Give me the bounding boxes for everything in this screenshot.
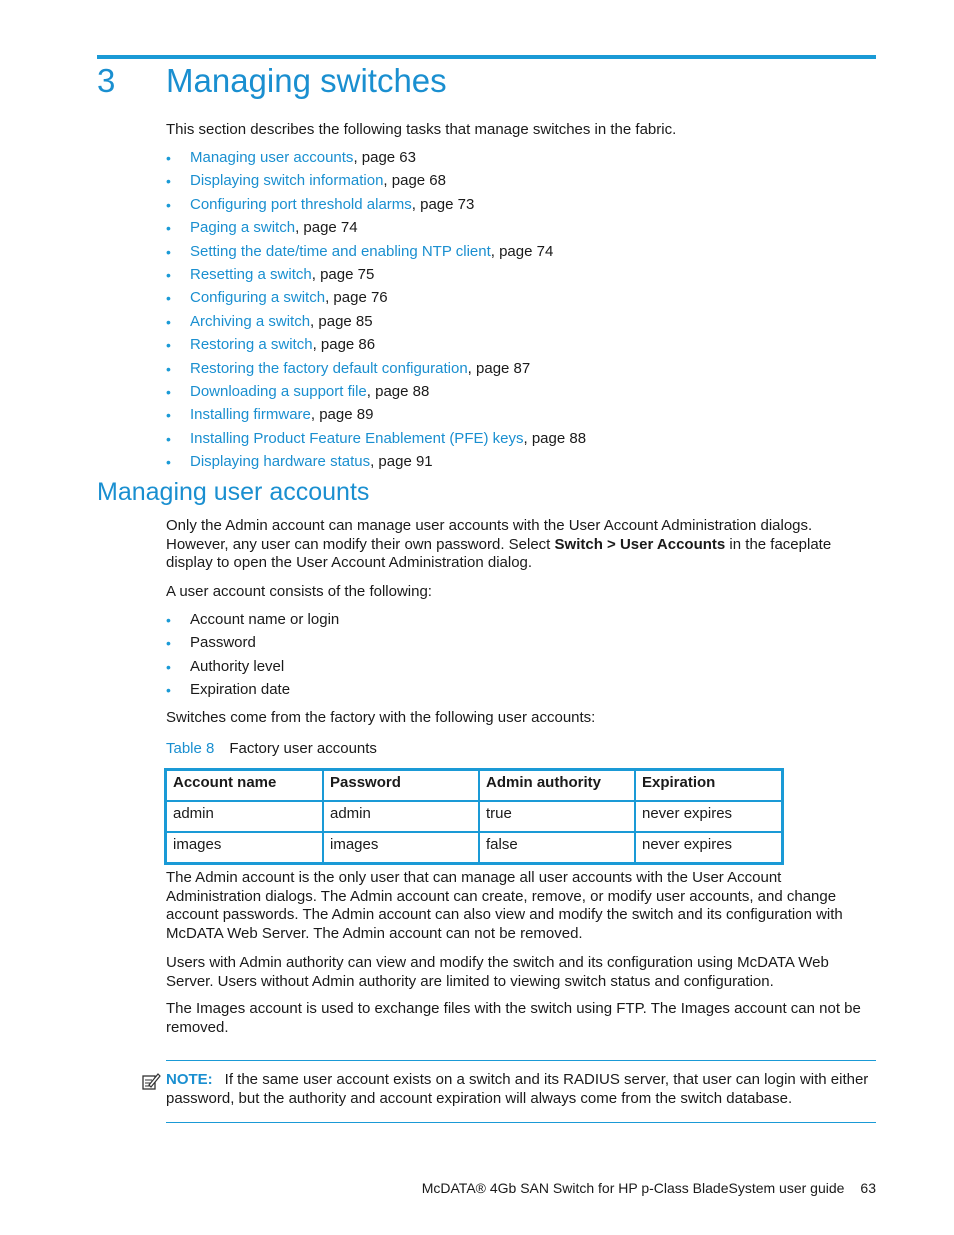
factory-accounts-table <box>164 768 784 865</box>
bullet-icon: • <box>166 290 171 307</box>
footer-title: McDATA® 4Gb SAN Switch for HP p-Class BladeSystem user guide <box>421 1180 845 1196</box>
toc-link[interactable]: Installing Product Feature Enablement (PFE) keys <box>190 429 524 447</box>
list-item <box>166 195 586 218</box>
list-item <box>166 657 339 680</box>
list-item <box>166 633 339 656</box>
table-row <box>166 801 783 832</box>
list-item <box>166 610 339 633</box>
toc-link[interactable]: Restoring a switch <box>190 336 313 354</box>
paragraph: A user account consists of the following: <box>166 583 432 600</box>
column-header: Account name <box>166 770 324 802</box>
table-cell: true <box>479 801 635 832</box>
page-ref: , page 76 <box>325 289 388 307</box>
paragraph-text: Only the Admin account can manage user accounts with the User Account Administration dialogs. However, any user can modify their own password. Select <box>166 517 813 553</box>
list-item <box>166 288 586 311</box>
paragraph: The Images account is used to exchange files with the switch using FTP. The Images account can not be removed. <box>166 1000 861 1036</box>
page-ref: , page 68 <box>383 172 446 190</box>
paragraph: Users with Admin authority can view and modify the switch and its configuration using McDATA Web Server. Users without Admin authority are limited to viewing switch status and configuration. <box>166 954 829 990</box>
table-cell: images <box>323 832 479 864</box>
bullet-icon: • <box>166 612 171 628</box>
note-bottom-rule <box>166 1122 876 1123</box>
toc-link[interactable]: Restoring the factory default configuration <box>190 359 468 377</box>
page-ref: , page 74 <box>490 242 554 260</box>
list-item <box>166 242 586 265</box>
chapter-rule <box>97 55 876 59</box>
bullet-icon: • <box>166 681 171 698</box>
note-block <box>166 1070 878 1108</box>
bullet-icon: • <box>166 243 171 260</box>
page-ref: , page 88 <box>366 382 430 400</box>
list-item <box>166 382 586 405</box>
bullet-icon: • <box>166 360 171 377</box>
bullet-icon: • <box>166 173 171 190</box>
page-ref: , page 75 <box>311 265 375 283</box>
toc-link[interactable]: Displaying hardware status <box>190 453 371 471</box>
list-item <box>166 148 586 171</box>
bullet-icon: • <box>166 407 171 424</box>
toc-link[interactable]: Displaying switch information <box>190 172 384 190</box>
bullet-icon: • <box>166 430 171 447</box>
list-item <box>166 265 586 288</box>
toc-link[interactable]: Archiving a switch <box>190 312 311 330</box>
chapter-number: 3 <box>97 62 116 99</box>
list-item <box>166 335 586 358</box>
table-cell: images <box>166 832 324 864</box>
table-cell: false <box>479 832 635 864</box>
toc-link[interactable]: Configuring port threshold alarms <box>190 195 412 213</box>
table-cell: admin <box>166 801 324 832</box>
column-header: Admin authority <box>479 770 635 802</box>
paragraph <box>166 517 878 573</box>
page-number: 63 <box>860 1180 876 1196</box>
menu-path: Switch > User Accounts <box>554 535 726 553</box>
page-ref: , page 86 <box>312 336 376 354</box>
table-row <box>166 832 783 864</box>
column-header: Expiration <box>635 770 783 802</box>
bullet-icon: • <box>166 658 171 675</box>
note-text: If the same user account exists on a switch and its RADIUS server, that user can login with either password, but the authority and account expiration will always come from the switch database. <box>166 1071 869 1107</box>
toc-link[interactable]: Downloading a support file <box>190 382 367 400</box>
table-cell: never expires <box>635 832 783 864</box>
list-item <box>166 359 586 382</box>
page-footer <box>422 1180 876 1196</box>
toc-link[interactable]: Installing firmware <box>190 406 311 424</box>
table-header-row <box>166 770 783 802</box>
chapter-title: Managing switches <box>166 62 447 99</box>
list-item <box>166 312 586 335</box>
page-ref: , page 85 <box>310 312 373 330</box>
bullet-icon: • <box>166 454 171 471</box>
list-item <box>166 429 586 452</box>
paragraph: The Admin account is the only user that can manage all user accounts with the User Account Administration dialogs. The Admin account can create, remove, or modify user accounts, and change account passwords. The Admin account can also view and modify the switch and its configuration with McDATA Web Server. The Admin account can not be removed. <box>166 869 843 942</box>
page-ref: , page 91 <box>370 453 433 471</box>
list-item-text: Account name or login <box>190 611 340 628</box>
task-list <box>166 148 586 475</box>
paragraph: Switches come from the factory with the following user accounts: <box>166 709 596 726</box>
bullet-icon: • <box>166 196 171 213</box>
table-cell: admin <box>323 801 479 832</box>
table-label: Table 8 <box>166 740 215 757</box>
toc-link[interactable]: Resetting a switch <box>190 265 312 283</box>
table-caption <box>166 740 377 757</box>
note-top-rule <box>166 1060 876 1061</box>
note-pencil-icon <box>141 1071 161 1091</box>
table-caption-text: Factory user accounts <box>229 740 377 757</box>
list-item-text: Expiration date <box>190 680 291 698</box>
list-item-text: Authority level <box>190 657 285 675</box>
section-heading: Managing user accounts <box>97 478 370 506</box>
list-item <box>166 452 586 475</box>
bullet-icon: • <box>166 635 171 652</box>
toc-link[interactable]: Managing user accounts <box>190 149 354 166</box>
page-ref: , page 87 <box>467 359 531 377</box>
table-cell: never expires <box>635 801 783 832</box>
account-components-list <box>166 610 339 703</box>
paragraph-text: in the faceplate display to open the User Account Administration dialog. <box>166 535 832 571</box>
page-ref: , page 63 <box>353 149 416 166</box>
column-header: Password <box>323 770 479 802</box>
toc-link[interactable]: Setting the date/time and enabling NTP client <box>190 242 491 260</box>
intro-paragraph: This section describes the following tasks that manage switches in the fabric. <box>166 121 677 138</box>
list-item <box>166 680 339 703</box>
bullet-icon: • <box>166 313 171 330</box>
bullet-icon: • <box>166 150 171 166</box>
toc-link[interactable]: Paging a switch <box>190 219 296 237</box>
list-item-text: Password <box>190 634 256 652</box>
bullet-icon: • <box>166 220 171 237</box>
list-item <box>166 218 586 241</box>
note-label: NOTE: <box>166 1071 213 1088</box>
list-item <box>166 405 586 428</box>
bullet-icon: • <box>166 337 171 354</box>
toc-link[interactable]: Configuring a switch <box>190 289 326 307</box>
page-ref: , page 88 <box>523 429 587 447</box>
page-ref: , page 74 <box>295 219 358 237</box>
bullet-icon: • <box>166 383 171 400</box>
page-ref: , page 89 <box>310 406 374 424</box>
bullet-icon: • <box>166 266 171 283</box>
page-ref: , page 73 <box>411 195 475 213</box>
list-item <box>166 171 586 194</box>
